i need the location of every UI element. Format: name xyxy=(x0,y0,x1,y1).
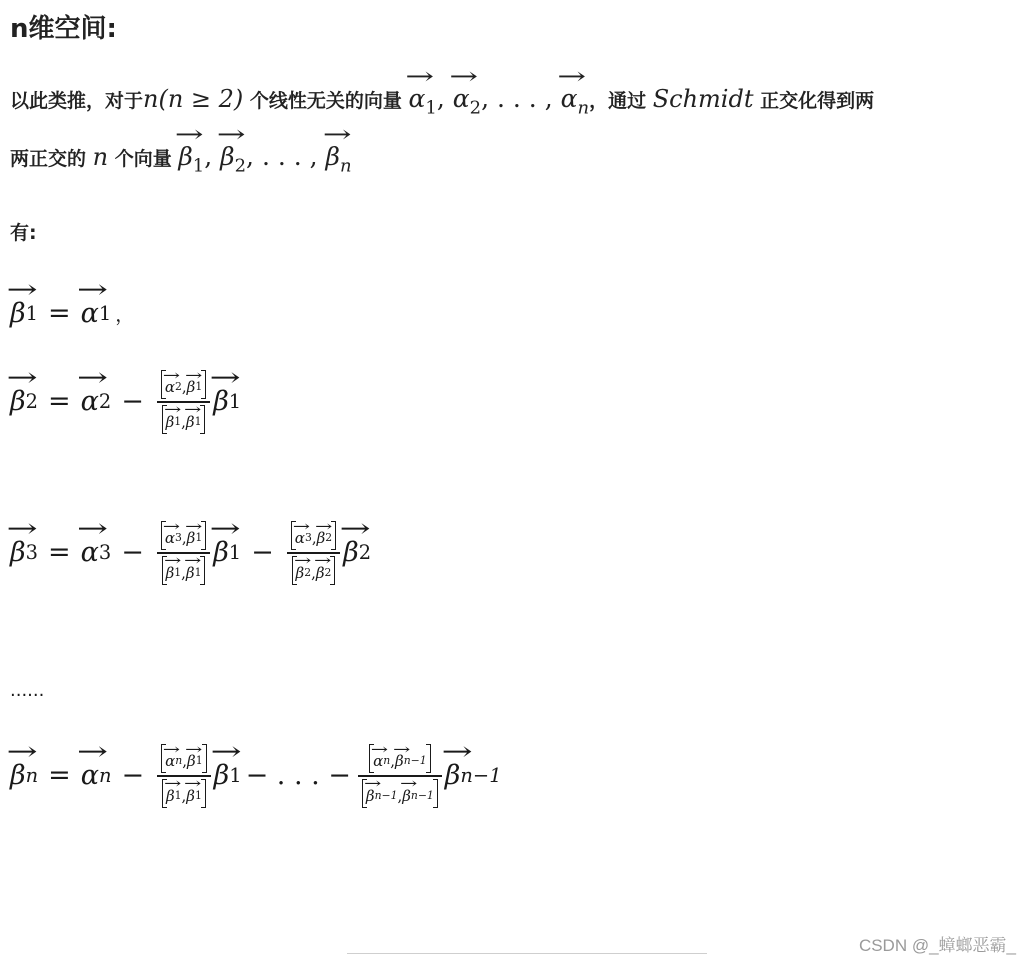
n-math: n xyxy=(92,143,109,171)
equation-beta-3: → β 3 = → α 3 − → α 3 , → β 1 → β 1 , → β 1 → β 1 − → α 3 , → β 2 → β 2 , → β 2 → β 2 xyxy=(10,519,371,587)
ellipsis: ...... xyxy=(10,680,45,701)
equation-beta-2: → β 2 = → α 2 − → α 2 , → β 1 → β 1 , → β 1 → β 1 xyxy=(10,368,241,436)
intro-text-2: 个线性无关的向量 xyxy=(243,90,409,112)
intro-text-5: 两正交的 xyxy=(10,148,93,170)
has-label: 有: xyxy=(10,222,37,244)
method-name: Schmidt xyxy=(652,85,754,113)
equation-beta-n: → β n = → α n − → α n , → β 1 → β 1 , → β 1 → β 1 − . . . − → α n , → β n−1 → β n−1 , → β n−1 → β n−1 xyxy=(10,742,502,810)
equation-beta-1: → β 1 = → α 1 ， xyxy=(10,298,134,329)
intro-line-1 xyxy=(10,84,874,118)
intro-line-2 xyxy=(10,142,352,176)
alpha-vector-list: → $\alpha_1$, → $\alpha_2$, . . . , → $\alpha_n$ xyxy=(409,84,590,113)
condition-math: n(n ≥ 2) xyxy=(143,85,244,113)
equation-1-tail: ， xyxy=(115,304,135,326)
intro-text-6: 个向量 xyxy=(108,148,179,170)
intro-text-4: 正交化得到两 xyxy=(753,90,875,112)
bottom-divider xyxy=(347,953,707,954)
intro-text-1: 以此类推，对于 xyxy=(10,90,144,112)
beta-vector-list: → $\beta_1$, → $\beta_2$, . . . , → $\beta_n$ xyxy=(178,142,351,171)
csdn-watermark: CSDN @_蟑螂恶霸_ xyxy=(858,936,1016,955)
section-heading: n维空间: xyxy=(10,14,117,44)
intro-text-3: ，通过 xyxy=(589,90,653,112)
